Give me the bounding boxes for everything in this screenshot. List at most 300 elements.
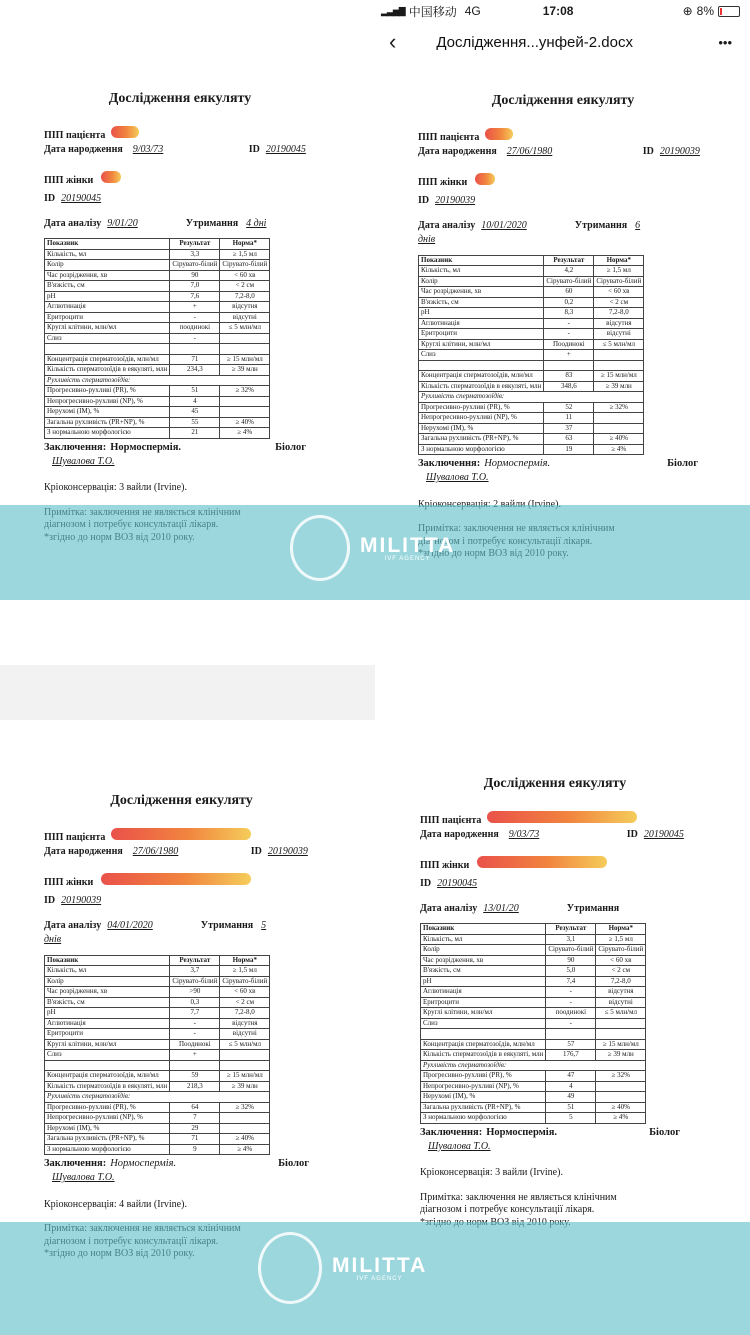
norm-cell xyxy=(220,407,270,418)
result-cell: 47 xyxy=(546,1071,596,1082)
table-row xyxy=(421,945,646,956)
param-cell: Прогресивно-рухливі (PR), % xyxy=(45,1102,170,1113)
result-cell: 348,6 xyxy=(544,381,594,392)
norm-cell: відсутня xyxy=(596,987,646,998)
table-row xyxy=(419,308,644,319)
result-cell xyxy=(546,1029,596,1040)
table-row xyxy=(419,392,644,403)
birth-date: 9/03/73 xyxy=(508,829,540,840)
document-title: Дослідження...унфей-2.docx xyxy=(436,33,633,51)
norm-cell: відсутня xyxy=(594,318,644,329)
abstinence-cont-row xyxy=(418,234,708,247)
param-cell: Рухливість сперматозоїдів: xyxy=(421,1060,646,1071)
more-icon[interactable]: ••• xyxy=(718,34,732,50)
redacted-name xyxy=(101,873,251,885)
param-cell: Нерухомі (IM), % xyxy=(45,1123,170,1134)
param-cell: Час розрідження, хв xyxy=(421,955,546,966)
biologist-label: Біолог xyxy=(649,1126,680,1138)
table-row xyxy=(421,1113,646,1124)
norm-cell: відсутні xyxy=(220,312,270,323)
analysis-label: Дата аналізу xyxy=(44,217,102,229)
param-cell: Рухливість сперматозоїдів: xyxy=(419,392,644,403)
norm-cell: ≥ 32% xyxy=(220,386,270,397)
table-row xyxy=(421,1071,646,1082)
wife-id-row xyxy=(420,878,690,891)
abstinence-label: Утримання xyxy=(200,919,254,931)
table-row xyxy=(419,423,644,434)
table-row xyxy=(419,297,644,308)
analysis-date: 13/01/20 xyxy=(483,902,519,914)
table-row xyxy=(419,360,644,371)
param-cell: Кількість, мл xyxy=(419,266,544,277)
carrier-label: 中国移动 xyxy=(408,4,457,19)
param-cell: Час розрідження, хв xyxy=(45,987,170,998)
norm-cell: < 2 см xyxy=(594,297,644,308)
param-cell: Загальна рухливість (PR+NP), % xyxy=(421,1102,546,1113)
result-cell: 51 xyxy=(170,386,220,397)
table-row xyxy=(421,1081,646,1092)
analysis-date: 9/01/20 xyxy=(107,217,138,229)
cryo-row xyxy=(420,1167,690,1180)
table-row xyxy=(419,381,644,392)
param-cell: Еритроцити xyxy=(421,997,546,1008)
table-row xyxy=(421,1060,646,1071)
signal-icon: ▂▃▅▇ xyxy=(381,5,405,16)
param-cell: pH xyxy=(45,291,170,302)
report-document xyxy=(44,90,316,544)
conclusion-value: Нормоспермія. xyxy=(484,458,551,469)
birth-row xyxy=(420,829,690,842)
table-row xyxy=(45,1102,270,1113)
norm-cell: Сірувато-білий xyxy=(220,976,270,987)
norm-cell xyxy=(594,413,644,424)
result-cell: - xyxy=(170,1029,220,1040)
result-cell: 19 xyxy=(544,444,594,455)
wife-label: ПІП жінки xyxy=(44,876,94,888)
table-row xyxy=(421,1102,646,1113)
patient-id: 20190045 xyxy=(643,829,684,840)
cryo-text: Кріоконсервація: 3 вайли (Irvine). xyxy=(44,482,187,494)
column-header: Норма* xyxy=(594,255,644,266)
result-cell: 7 xyxy=(170,1113,220,1124)
redacted-name xyxy=(475,173,495,185)
param-cell: З нормальною морфологією xyxy=(45,428,170,439)
birth-row xyxy=(418,146,708,159)
norm-cell: Сірувато-білий xyxy=(594,276,644,287)
table-row xyxy=(45,1029,270,1040)
result-cell: 9 xyxy=(170,1144,220,1155)
table-header xyxy=(421,924,646,935)
table-row xyxy=(45,302,270,313)
param-cell: Круглі клітини, млн/мл xyxy=(45,323,170,334)
result-cell: - xyxy=(544,318,594,329)
report-document xyxy=(418,92,708,561)
result-cell: + xyxy=(170,302,220,313)
table-row xyxy=(419,444,644,455)
norm-cell: < 2 см xyxy=(220,281,270,292)
redacted-name xyxy=(111,126,139,138)
report-title: Дослідження еякуляту xyxy=(483,776,627,791)
param-cell: В'язкість, см xyxy=(45,997,170,1008)
param-cell: Еритроцити xyxy=(45,312,170,323)
result-cell: 60 xyxy=(544,287,594,298)
norm-cell: Сірувато-білий xyxy=(596,945,646,956)
result-cell xyxy=(170,1060,220,1071)
id-label: ID xyxy=(250,846,262,857)
patient-label: ПІП пацієнта xyxy=(418,131,480,143)
result-cell: + xyxy=(170,1050,220,1061)
logo-name: MILITTA xyxy=(360,533,456,557)
table-row xyxy=(45,1113,270,1124)
table-row xyxy=(45,270,270,281)
norm-cell xyxy=(220,344,270,355)
id-label: ID xyxy=(44,193,56,204)
norm-cell: Сірувато-білий xyxy=(220,260,270,271)
table-row xyxy=(45,1144,270,1155)
param-cell: Нерухомі (IM), % xyxy=(45,407,170,418)
result-cell: 55 xyxy=(170,417,220,428)
conclusion-value: Нормоспермія. xyxy=(486,1126,558,1138)
column-header: Результат xyxy=(546,924,596,935)
table-row xyxy=(45,428,270,439)
results-table xyxy=(44,955,270,1156)
norm-cell: відсутні xyxy=(220,1029,270,1040)
param-cell: pH xyxy=(45,1008,170,1019)
norm-cell: < 60 хв xyxy=(594,287,644,298)
norm-cell: ≥ 1,5 мл xyxy=(220,249,270,260)
column-header: Показник xyxy=(421,924,546,935)
norm-cell: 7,2-8,0 xyxy=(596,976,646,987)
results-table xyxy=(44,238,270,439)
norm-cell: ≥ 15 млн/мл xyxy=(220,1071,270,1082)
param-cell: Кількість, мл xyxy=(45,966,170,977)
redacted-name xyxy=(477,856,607,868)
biologist-label: Біолог xyxy=(278,1158,309,1169)
norm-cell: ≥ 4% xyxy=(594,444,644,455)
param-cell: Концентрація сперматозоїдів, млн/мл xyxy=(45,354,170,365)
param-cell: Слиз xyxy=(421,1018,546,1029)
norm-cell: ≥ 32% xyxy=(596,1071,646,1082)
result-cell: 83 xyxy=(544,371,594,382)
biologist-label: Біолог xyxy=(667,458,698,469)
table-row xyxy=(421,1050,646,1061)
birth-row xyxy=(44,846,319,859)
result-cell: 90 xyxy=(170,270,220,281)
lock-rotation-icon: ⊕ xyxy=(682,4,693,18)
wife-row xyxy=(44,873,319,890)
result-cell: поодинокі xyxy=(170,323,220,334)
table-row xyxy=(45,1008,270,1019)
param-cell: Аглютинація xyxy=(45,1018,170,1029)
norm-cell: ≥ 4% xyxy=(220,428,270,439)
back-icon[interactable]: ‹ xyxy=(389,29,397,54)
result-cell: - xyxy=(546,987,596,998)
column-header: Показник xyxy=(45,239,170,250)
param-cell: Аглютинація xyxy=(45,302,170,313)
param-cell: Непрогресивно-рухливі (NP), % xyxy=(45,396,170,407)
biologist-label: Біолог xyxy=(275,441,306,453)
table-row xyxy=(421,976,646,987)
norm-cell: ≥ 4% xyxy=(220,1144,270,1155)
param-cell: Колір xyxy=(419,276,544,287)
table-row xyxy=(419,266,644,277)
battery-percent: 8% xyxy=(696,4,714,18)
cryo-row xyxy=(44,1199,319,1212)
table-row xyxy=(45,1018,270,1029)
birth-label: Дата народження xyxy=(44,144,123,155)
result-cell: - xyxy=(544,329,594,340)
patient-row xyxy=(418,128,708,145)
birth-row xyxy=(44,144,316,157)
logo-name: MILITTA xyxy=(332,1253,428,1277)
wife-id: 20190045 xyxy=(61,193,102,204)
patient-row xyxy=(44,828,319,845)
biologist-name: Шувалова Т.О. xyxy=(428,1140,491,1152)
result-cell: 7,0 xyxy=(170,281,220,292)
param-cell: Слиз xyxy=(45,1050,170,1061)
analysis-date: 10/01/2020 xyxy=(481,219,527,231)
patient-label: ПІП пацієнта xyxy=(44,831,106,843)
wife-label: ПІП жінки xyxy=(44,174,94,186)
param-cell: Рухливість сперматозоїдів: xyxy=(45,375,270,386)
param-cell xyxy=(421,1029,546,1040)
redacted-name xyxy=(101,171,121,183)
conclusion-label: Заключення: xyxy=(44,441,107,453)
id-label: ID xyxy=(420,878,432,889)
param-cell: Прогресивно-рухливі (PR), % xyxy=(421,1071,546,1082)
norm-cell xyxy=(596,1029,646,1040)
birth-label: Дата народження xyxy=(420,829,499,840)
norm-cell: ≥ 1,5 мл xyxy=(220,966,270,977)
table-row xyxy=(45,365,270,376)
table-row xyxy=(45,987,270,998)
param-cell: Кількість сперматозоїдів в еякуляті, млн xyxy=(45,1081,170,1092)
norm-cell: ≥ 39 млн xyxy=(220,1081,270,1092)
table-row xyxy=(45,291,270,302)
abstinence-cont: днів xyxy=(418,234,436,245)
result-cell: Сірувато-білий xyxy=(546,945,596,956)
report-title: Дослідження еякуляту xyxy=(110,793,253,808)
conclusion-value: Нормоспермія. xyxy=(110,1158,177,1169)
result-cell: 5 xyxy=(546,1113,596,1124)
birth-date: 27/06/1980 xyxy=(132,846,179,857)
table-row xyxy=(45,417,270,428)
result-cell: 0,2 xyxy=(544,297,594,308)
norm-cell: < 2 см xyxy=(220,997,270,1008)
param-cell: Непрогресивно-рухливі (NP), % xyxy=(421,1081,546,1092)
table-row xyxy=(45,323,270,334)
wife-row xyxy=(418,173,708,190)
conclusion-value: Нормоспермія. xyxy=(110,441,182,453)
param-cell: Слиз xyxy=(45,333,170,344)
table-row xyxy=(421,966,646,977)
table-row xyxy=(45,249,270,260)
table-row xyxy=(419,350,644,361)
table-row xyxy=(45,312,270,323)
abstinence-value: 5 xyxy=(261,919,267,931)
param-cell: Кількість сперматозоїдів в еякуляті, млн xyxy=(45,365,170,376)
analysis-row xyxy=(44,920,319,933)
report-title: Дослідження еякуляту xyxy=(108,91,252,106)
report-document xyxy=(420,775,690,1229)
redacted-name xyxy=(111,828,251,840)
norm-cell xyxy=(594,350,644,361)
table-row xyxy=(45,260,270,271)
result-cell: 64 xyxy=(170,1102,220,1113)
militta-logo-icon xyxy=(290,515,350,581)
column-header: Норма* xyxy=(220,955,270,966)
birth-date: 27/06/1980 xyxy=(506,146,553,157)
table-row xyxy=(419,402,644,413)
biologist-name-row xyxy=(44,1172,319,1185)
result-cell: поодинокі xyxy=(546,1008,596,1019)
patient-row xyxy=(420,811,690,828)
result-cell xyxy=(170,344,220,355)
cryo-text: Кріоконсервація: 4 вайли (Irvine). xyxy=(44,1198,187,1210)
param-cell xyxy=(45,344,170,355)
result-cell: 45 xyxy=(170,407,220,418)
result-cell: 37 xyxy=(544,423,594,434)
analysis-row xyxy=(44,218,316,231)
table-row xyxy=(419,287,644,298)
param-cell: Нерухомі (IM), % xyxy=(421,1092,546,1103)
abstinence-label: Утримання xyxy=(566,902,620,914)
result-cell: 71 xyxy=(170,1134,220,1145)
report-title: Дослідження еякуляту xyxy=(491,93,635,108)
biologist-name-row xyxy=(418,472,708,485)
table-row xyxy=(421,955,646,966)
param-cell: Концентрація сперматозоїдів, млн/мл xyxy=(421,1039,546,1050)
wife-id-row xyxy=(44,193,316,206)
param-cell: Колір xyxy=(45,976,170,987)
norm-cell: < 2 см xyxy=(596,966,646,977)
table-row xyxy=(45,333,270,344)
report-document xyxy=(44,792,319,1261)
param-cell: Кількість сперматозоїдів в еякуляті, млн xyxy=(419,381,544,392)
biologist-name-row xyxy=(44,456,316,469)
table-row xyxy=(419,329,644,340)
param-cell: Слиз xyxy=(419,350,544,361)
table-row xyxy=(45,1039,270,1050)
param-cell: Круглі клітини, млн/мл xyxy=(419,339,544,350)
logo-subtitle: IVF AGENCY xyxy=(384,555,431,562)
table-row xyxy=(45,1123,270,1134)
logo-subtitle: IVF AGENCY xyxy=(356,1275,403,1282)
wife-row xyxy=(420,856,690,873)
table-row xyxy=(45,281,270,292)
wife-id-row xyxy=(44,895,319,908)
param-cell: З нормальною морфологією xyxy=(421,1113,546,1124)
result-cell: Поодинокі xyxy=(170,1039,220,1050)
table-header xyxy=(45,955,270,966)
patient-label: ПІП пацієнта xyxy=(44,129,106,141)
param-cell: Нерухомі (IM), % xyxy=(419,423,544,434)
result-cell: 49 xyxy=(546,1092,596,1103)
norm-cell: 7,2-8,0 xyxy=(220,1008,270,1019)
result-cell: 176,7 xyxy=(546,1050,596,1061)
norm-cell: ≥ 1,5 мл xyxy=(596,934,646,945)
status-bar xyxy=(375,0,750,22)
conclusion-row xyxy=(418,457,708,470)
abstinence-value: 4 дні xyxy=(246,217,267,229)
param-cell: Еритроцити xyxy=(45,1029,170,1040)
param-cell: В'язкість, см xyxy=(45,281,170,292)
result-cell: 3,3 xyxy=(170,249,220,260)
table-row xyxy=(45,344,270,355)
norm-cell: відсутня xyxy=(220,302,270,313)
birth-date: 9/03/73 xyxy=(132,144,164,155)
result-cell: 7,7 xyxy=(170,1008,220,1019)
param-cell: Колір xyxy=(421,945,546,956)
norm-cell: відсутня xyxy=(220,1018,270,1029)
param-cell: pH xyxy=(419,308,544,319)
id-label: ID xyxy=(44,895,56,906)
result-cell: 234,3 xyxy=(170,365,220,376)
biologist-name: Шувалова Т.О. xyxy=(426,472,489,484)
battery-icon xyxy=(718,6,740,17)
norm-cell: ≥ 40% xyxy=(220,417,270,428)
table-row xyxy=(419,413,644,424)
wife-label: ПІП жінки xyxy=(420,859,470,871)
table-row xyxy=(45,1071,270,1082)
table-header xyxy=(45,239,270,250)
table-row xyxy=(419,318,644,329)
wife-id-row xyxy=(418,195,708,208)
norm-cell: ≥ 39 млн xyxy=(596,1050,646,1061)
table-row xyxy=(419,371,644,382)
result-cell: Сірувато-білий xyxy=(544,276,594,287)
norm-cell: < 60 хв xyxy=(220,987,270,998)
table-row xyxy=(45,1081,270,1092)
norm-cell: ≤ 5 млн/мл xyxy=(220,1039,270,1050)
patient-id: 20190039 xyxy=(659,146,700,157)
column-header: Результат xyxy=(544,255,594,266)
norm-cell xyxy=(220,333,270,344)
result-cell: Поодинокі xyxy=(544,339,594,350)
table-row xyxy=(421,1092,646,1103)
wife-row xyxy=(44,171,316,188)
table-row xyxy=(45,976,270,987)
redacted-name xyxy=(487,811,637,823)
table-row xyxy=(421,1008,646,1019)
norm-cell: ≥ 32% xyxy=(220,1102,270,1113)
result-cell: 7,6 xyxy=(170,291,220,302)
param-cell: Круглі клітини, млн/мл xyxy=(421,1008,546,1019)
param-cell: Концентрація сперматозоїдів, млн/мл xyxy=(45,1071,170,1082)
result-cell: 21 xyxy=(170,428,220,439)
conclusion-label: Заключення: xyxy=(44,1158,107,1169)
table-row xyxy=(419,339,644,350)
watermark-logo xyxy=(258,1232,427,1304)
conclusion-label: Заключення: xyxy=(420,1126,483,1138)
norm-cell: < 60 хв xyxy=(220,270,270,281)
param-cell: Еритроцити xyxy=(419,329,544,340)
result-cell: 11 xyxy=(544,413,594,424)
result-cell: 0,3 xyxy=(170,997,220,1008)
norm-cell: відсутні xyxy=(596,997,646,1008)
analysis-row xyxy=(418,220,708,233)
table-row xyxy=(45,966,270,977)
table-row xyxy=(45,386,270,397)
param-cell xyxy=(45,1060,170,1071)
analysis-label: Дата аналізу xyxy=(44,919,102,931)
norm-cell: ≥ 1,5 мл xyxy=(594,266,644,277)
result-cell: 52 xyxy=(544,402,594,413)
result-cell: 4,2 xyxy=(544,266,594,277)
network-label: 4G xyxy=(464,4,481,18)
norm-cell: ≥ 39 млн xyxy=(220,365,270,376)
wife-id: 20190039 xyxy=(435,195,476,206)
